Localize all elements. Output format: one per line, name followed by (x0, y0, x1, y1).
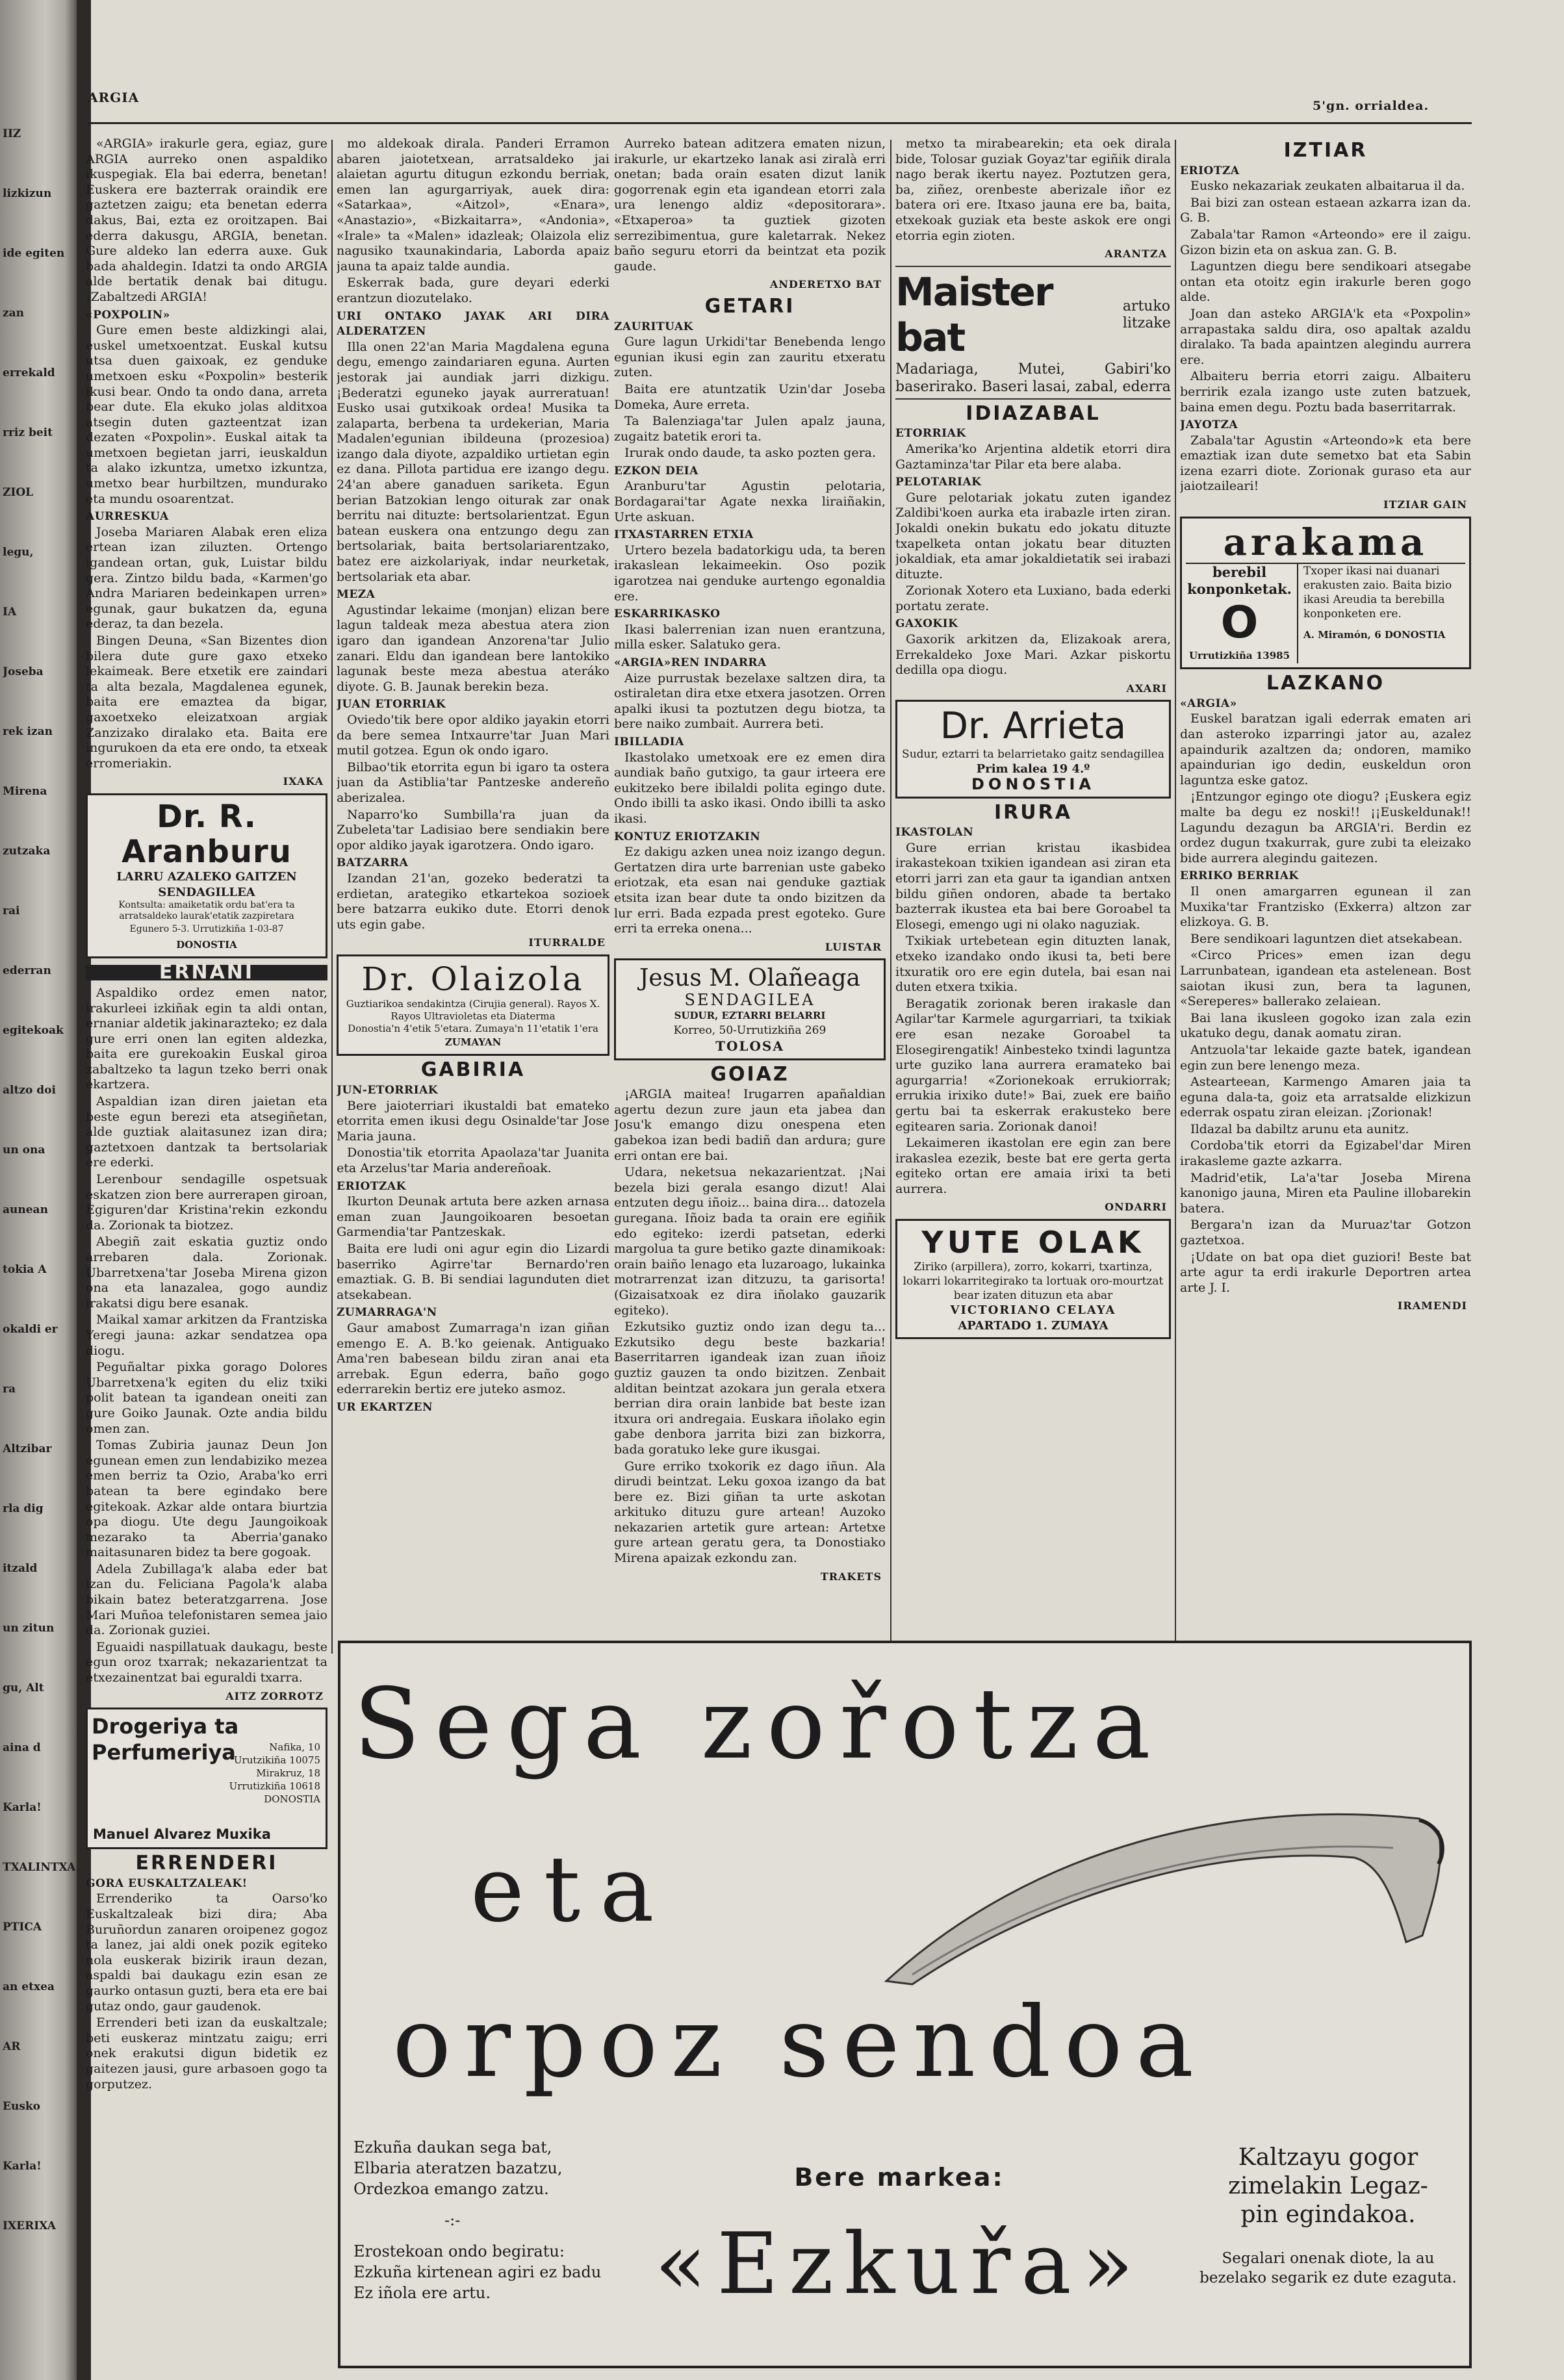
left-strip-fragment: IIZ (3, 127, 21, 140)
article-text: Lerenbour sendagille ospetsuak eskatzen zion bere aurrerapen giroan, Egiguren'dar Kristina'rekin ezkondu da. Zorionak ta biotzez. (86, 1172, 327, 1233)
article-text: Ezkutsiko guztiz ondo izan degu ta... Ezkutsiko degu beste bazkaria! Baserritarren igandeak izan zuan iñoiz guztiz gauzen ta ondo bizitzen. Zenbait alditan beintzat azokara jun gerala etxera berrian dira orain lanbide bat beste izan itxura ori andregaia. Euskara iñolako egin gabe denbora jarrita bizi zan bizkorra, bada goratuko leke gure ikusgai. (614, 1320, 886, 1457)
article-text: Gure erriko txokorik ez dago iñun. Ala dirudi beintzat. Leku goxoa izango da bat bere ez. Bizi giñan ta urte askotan arkituko dituzu gure artean! Auzoko nekazarien artetik gure artean: Artetxe gure artean geratu gera, ta Donostiako Mirena apaizak ezkondu zan. (614, 1459, 886, 1566)
article-text: Gaxorik arkitzen da, Elizakoak arera, Errekaldeko Joxe Mari. Azkar piskortu dedilla opa diogu. (895, 632, 1171, 678)
ad-right-line: Segalari onenak diote, la au bezelako segarik ez dute ezaguta. (1199, 2250, 1457, 2286)
byline: TRAKETS (820, 1570, 882, 1583)
left-strip-fragment: rai (3, 904, 20, 917)
ad-line: Txoper ikasi nai duanari erakusten zaio. Baita bizio ikasi Areudia ta berebilla konponketen ere. (1303, 564, 1452, 621)
ad-left-separator: -:- (444, 2211, 461, 2229)
subheading: BATZARRA (337, 856, 409, 870)
article-text: Urtero bezela badatorkigu uda, ta beren irakaslean lekaimeekin. Oso pozik igarotzea nai genduke aurtengo egonaldia ere. (614, 543, 886, 604)
article-text: Aize purrustak bezelaxe saltzen dira, ta ostiraletan dira etxe etxera jasotzen. Orren apalki ikusi ta poztutzen degu biotza, ta bere naiko zumbait. Aurrera beti. (614, 671, 886, 732)
ad-drogeriya (86, 1708, 327, 1849)
article-text: Joseba Mariaren Alabak eren eliza ertean izan ziluzten. Ortengo igandean ortan, guk, Luistar bildu gera. Zintzo bildu bada, «Karmen'go Andra Mariaren bedeinkapen urren» egunak, gaur bukatzen da, eguna ederaz, ta dan bezela. (86, 524, 327, 632)
ad-aranburu (86, 793, 327, 958)
article-text: Donostia'tik etorrita Apaolaza'tar Juanita eta Arzelus'tar Maria andereñoak. (337, 1145, 609, 1176)
article-text: Joan dan asteko ARGIA'k eta «Poxpolin» arrapastaka saldu dira, oso apaltak azaldu diralako. Ta bada apaintzen alegindu aurrera ere. (1180, 306, 1471, 367)
left-strip-fragment: ZIOL (3, 486, 34, 499)
article-text: Albaiteru berria etorri zaigu. Albaiteru berririk ezala izango uste zuten batzuek, baina emen degu. Poztu bada baserritarrak. (1180, 369, 1471, 415)
ad-line: Korreo, 50-Urrutizkiña 269 (673, 1024, 827, 1038)
article-text: Ikastolako umetxoak ere ez emen dira aundiak baño gutxigo, ta gaur irteera ere eukitzeko bere ibilaldi polita egingo dute. Ondo ibilli ta asko ikasi. Ondo ibilli ta asko ikasi. (614, 750, 886, 826)
article-text: Udara, neketsua nekazarientzat. ¡Nai bezela bizi gerala esango dizut! Alai entzuten degu iñoiz... baina dira... datozela guregana. Iñoiz bada ta orain ere egiñik edo egiteko: izerdi patsetan, ederki margolua ta gure betiko gazte dinamikoak: orain baiño lenago eta luzaroago, lukainka motrarrenzat izan ditzuzu, ta garisorta! (Gizaisatxoak ez dira iñolako gauzarik egiteko). (614, 1165, 886, 1318)
column-1 (86, 136, 327, 2372)
ad-title: Dr. Arrieta (940, 705, 1127, 748)
subheading: GAXOKIK (895, 617, 958, 631)
article-text: Izandan 21'an, gozeko bederatzi ta erdietan, arategiko etkartekoa sozioek bere batzarra eukiko dute. Etorri denok uts egin gabe. (337, 871, 609, 932)
ad-left-line: Ez iñola ere artu. (353, 2284, 491, 2302)
subheading: UR EKARTZEN (337, 1400, 433, 1414)
subheading: ERIOTZAK (337, 1179, 406, 1193)
subheading: JUAN ETORRIAK (337, 698, 446, 711)
ad-line: Egunero 5-3. Urrutizkiña 1-03-87 (129, 924, 284, 935)
ad-line: Guztiarikoa sendakintza (Cirujia general). Rayos X. Rayos Ultravioletas eta Diaterma (346, 997, 600, 1022)
column-5 (1180, 136, 1471, 1644)
byline: IRAMENDI (1397, 1299, 1467, 1312)
ad-title: Dr. Olaizola (361, 960, 585, 998)
ad-left-line: Ezkuña daukan sega bat, (353, 2138, 552, 2156)
ad-phone: Urrutizkiña 13985 (1188, 649, 1290, 661)
subheading: ZUMARRAGA'N (337, 1306, 437, 1320)
article-text: ¡ARGIA maitea! Irugarren apañaldian agertu dezun zure jaun eta jabea dan Josu'k emango dizu onespena eten gabekoa izan bedi badiñ dan ardura; gure erri ontan ere bai. (614, 1087, 886, 1163)
article-text: Aspaldiko ordez emen nator, irakurleei izkiñak egin ta aldi ontan, ernaniar aldetik jakinarazteko; ez dala gure erri onen lan egiten aldezka, baita ere gurekoakin Euskal giroa zabaltzeko ta lagun tzeko berri onak ekartzera. (86, 985, 327, 1092)
ad-line: DONOSTIA (971, 775, 1095, 794)
article-text: Laguntzen diegu bere sendikoari atsegabe ontan eta otoitz egin irakurle beren gogo alde. (1180, 259, 1471, 305)
article-text: Bergara'n izan da Muruaz'tar Gotzon gaztetxoa. (1180, 1218, 1471, 1248)
ad-headline-3: orpoz sendoa (392, 1988, 1207, 2099)
subheading: MEZA (337, 588, 376, 602)
article-text: «ARGIA» irakurle gera, egiaz, gure ARGIA aurreko onen aspaldiko ikuspegiak. Ela bai ederra, benetan! Euskera ere bazterrak oraindik ere gaztetzen zaigu; eta benetan ederra dakus, Bai, ezta ez oroitzapen. Bai ederra dakusgu, ARGIA, benetan. Gure aldeko lan ederra auxe. Guk bada ahaldegin. Idatzi ta ondo ARGIA alde bertatik denak bai ditugu. ¡Zabaltzedi ARGIA! (86, 136, 327, 304)
ad-line: VICTORIANO CELAYA (950, 1303, 1116, 1318)
subheading: URI ONTAKO JAYAK ARI DIRA ALDERATZEN (337, 309, 609, 339)
section-title-ernani: ERNANI (86, 965, 327, 980)
column-divider (331, 140, 333, 1654)
scythe-blade-icon (873, 1786, 1458, 2001)
subheading: IKASTOLAN (895, 826, 974, 839)
article-text: Eguaidi naspillatuak daukagu, beste egun oroz txarrak; nekazarientzat ta etxezainentzat bai eguraldi txarra. (86, 1639, 327, 1685)
page-number: 5'gn. orrialdea. (1313, 99, 1429, 113)
article-text: Irurak ondo daude, ta asko pozten gera. (624, 446, 877, 461)
scythe-advertisement (338, 1641, 1472, 2368)
ad-line: ZUMAYAN (444, 1036, 502, 1048)
subheading: ITXASTARREN ETXIA (614, 528, 754, 542)
ad-right-text (1192, 2143, 1465, 2351)
article-text: Madrid'etik, La'a'tar Joseba Mirena kanonigo jauna, Miren eta Pauline illobarekin batera. (1180, 1170, 1471, 1216)
article-text: Amerika'ko Arjentina aldetik etorri dira Gaztaminza'tar Pilar eta bere alaba. (895, 441, 1171, 472)
article-text: Eusko nekazariak zeukaten albaitarua il da. (1190, 179, 1465, 194)
ad-right-line: Kaltzayu gogor (1238, 2144, 1418, 2171)
header-rule (88, 122, 1472, 124)
article-text: Cordoba'tik etorri da Egizabel'dar Miren irakasleme gazte azkarra. (1180, 1138, 1471, 1169)
left-strip-fragment: zan (3, 307, 25, 320)
left-strip-fragment: Joseba (3, 665, 44, 678)
article-text: Bilbao'tik etorrita egun bi igaro ta ostera juan da Astiblia'tar Pantzeske andereño aberizalea. (337, 760, 609, 805)
article-text: Lekaimeren ikastolan ere egin zan bere irakaslea ezezik, beste bat ere gerta gerta egiteko ortan ere amaia irixi ta beti aurrera. (895, 1136, 1171, 1196)
article-text: Ikasi balerrenian izan nuen erantzuna, milla esker. Salatuko gera. (614, 622, 886, 652)
article-text: Txikiak urtebetean egin dituzten lanak, etxeko izandako ondo ikusi ta, beti bere itxuratik oro ere egin dutela, bai esan nai duten etxera txikia. (895, 934, 1171, 995)
ad-line: Ziriko (arpillera), zorro, kokarri, txartinza, lokarri lokarritegirako ta lortuak oro-mourtzat bear izaten dituzun eta abar (903, 1260, 1164, 1303)
left-strip-fragment: rek izan (3, 725, 53, 738)
ad-right-line: zimelakin Legaz- (1228, 2173, 1428, 2199)
section-title-irura: IRURA (994, 800, 1072, 824)
ad-line: SENDAGILLEA (158, 885, 255, 899)
article-text: Beragatik zorionak beren irakasle dan Agilar'tar Karmele agurgarriari, ta txikiak ere esan nezake Goroabel ta Elosegirengatik! Ainbesteko txindi laguntza urte guziko lana aurrera eramateko bai agurgarria! «Zorionekoak errukiorrak; errukia irixiko dute!» Bai, zuek ere baiño gertu bai ta eskerrak erakusteko bere egitearen saria. Zorionak danoi! (895, 996, 1171, 1134)
article-text: Bingen Deuna, «San Bizentes dion bilera dute gure gaxo etxeko lekaimeak. Bere etxetik ere zaindari ta alta bezala, Magdalenea egunek, baita ere emaztea da bigar, gaxoetxeko eleizatxoan argiak Zanzizako diralako eta. Baita ere ingurukoen da eta ere ondo, ta etxeak erromeriakin. (86, 633, 327, 771)
ad-left-line: Elbaria ateratzen bazatzu, (353, 2159, 563, 2177)
left-strip-fragment: PTICA (3, 1921, 42, 1934)
article-text: Aurreko batean aditzera ematen nizun, irakurle, ur ekartzeko lanak asi ziralà erri onetan; bada orain esaten dizut lanik gogorrenak egin eta igandean etorri zala ura lenengo aldiz «depositorara». «Etxaperoa» ta guztiek gizoten serrezibimentua, gure kaletarrak. Nekez baño seguru etorri da beintzat eta pozik gaude. (614, 136, 886, 274)
left-strip-fragment: ra (3, 1383, 16, 1396)
ad-yute-olak (895, 1219, 1171, 1339)
left-strip-fragment: okaldi er (3, 1323, 58, 1336)
article-text: Gure pelotariak jokatu zuten igandez Zaldibi'koen aurka eta irabazle irten ziran. Jokaldi onekin bukatu edo jokatu dituzte txapelketa ontan jokatu bear dituzten jokaldiak, eta amar jokaldietatik sei irabazi dituzte. (895, 490, 1171, 582)
article-text: Baita ere atuntzatik Uzin'dar Joseba Domeka, Aure erreta. (614, 381, 886, 412)
article-text: Ta Balenziaga'tar Julen apalz jauna, zugaitz batetik erori ta. (614, 414, 886, 444)
ad-right-line: pin egindakoa. (1240, 2201, 1416, 2228)
ad-line: DONOSTIA (176, 938, 237, 951)
article-text: Gaur amabost Zumarraga'n izan giñan emengo E. A. B.'ko geienak. Antiguako Ama'ren babesean bildu ziran anai eta arrebak. Egun ederra, baño gogo ederrarekin bertiz ere juteko asmoz. (337, 1320, 609, 1397)
article-text: Peguñaltar pixka gorago Dolores Ubarretxena'k egiten du eliz txiki polit batean ta igandean oneiti zan gure Goiko Jaunak. Ozte andia bildu omen zan. (86, 1360, 327, 1436)
ad-name: Manuel Alvarez Muxika (93, 1826, 271, 1842)
ad-title: YUTE OLAK (921, 1225, 1145, 1260)
byline: ITURRALDE (528, 936, 606, 949)
ad-arakama (1180, 517, 1471, 670)
article-text: Agustindar lekaime (monjan) elizan bere lagun taldeak meza abestua atera zion igaro dan igandean Anzorena'tar Julio zanari. Eldu dan igandean bere lantokiko lagunak beste meza abestua ateráko diyote. G. B. Jaunak berekin beza. (337, 602, 609, 694)
left-strip-fragment: rla dig (3, 1502, 44, 1515)
ad-line: SENDAGILEA (684, 991, 815, 1010)
section-title-idiazabal: IDIAZABAL (966, 402, 1101, 425)
ad-line: Donostia'n 4'etik 5'etara. Zumaya'n 11'etatik 1'era (348, 1022, 598, 1034)
ad-title: Dr. R. Aranburu (122, 798, 292, 870)
left-strip-fragment: aunean (3, 1203, 48, 1216)
ad-address: A. Miramón, 6 DONOSTIA (1303, 628, 1446, 641)
article-text: Abegiñ zait eskatia guztiz ondo arrebaren dala. Zorionak. Ubarretxena'tar Joseba Mirena gizon ona eta lanazalea, gogo aundiz irakatsi digu bere esanak. (86, 1235, 327, 1311)
article-text: Il onen amargarren egunean il zan Muxika'tar Frantzisko (Exkerra) altzon zar elizkoya. G. B. (1180, 884, 1471, 930)
ad-subtext: Madariaga, Mutei, Gabiri'ko baserirako. Baseri lasai, zabal, ederra (895, 361, 1171, 395)
left-strip-fragment: TXALINTXA (3, 1861, 75, 1874)
article-text: Errenderiko ta Oarso'ko Euskaltzaleak bizi dira; Aba Buruñordun zanaren oroipenez gogoz ta lanez, jai aldi onek pozik egiteko nola euskerak bizirik iraun dezan, aspaldi bai daukagu ezin esan ze gaurko ontasun guzti, bera eta ere bai gutaz ondo, gaur gaudenok. (86, 1891, 327, 2014)
article-text: Zabala'tar Ramon «Arteondo» ere il zaigu. Gizon bizin eta on askua zan. G. B. (1180, 227, 1471, 257)
byline: IXAKA (283, 775, 324, 788)
article-text: ¡Udate on bat opa diet guziori! Beste bat arte agur ta erdi irakurle Deportren artea arte J. I. (1180, 1249, 1471, 1295)
byline: LUISTAR (825, 940, 882, 953)
left-strip-fragment: Karla! (3, 2160, 42, 2173)
section-title-iztiar: IZTIAR (1283, 139, 1368, 162)
article-text: ¡Entzungor egingo ote diogu? ¡Euskera egiz malte ba degu ez noski!! ¡¡Euskeldunak!! Lagundu dezagun ba ARGIA'ri. Berdin ez ordez dugun txakurrak, gure zubi ta eleizako bide aurrera alegindu gaitezen. (1180, 789, 1471, 865)
article-text: Ikurton Deunak artuta bere azken arnasa eman zuan Jaungoikoaren besoetan Garmendia'tar Pantzeskak. (337, 1194, 609, 1240)
ad-line: APARTADO 1. ZUMAYA (958, 1318, 1109, 1333)
ad-title: Jesus M. Olañeaga (639, 965, 860, 992)
byline: ARANTZA (1105, 248, 1167, 261)
column-4 (895, 136, 1171, 1644)
article-text: Oviedo'tik bere opor aldiko jayakin etorri da bere semea Intxaurre'tar Juan Mari mutil gotzea. Egun ok ondo igaro. (337, 712, 609, 758)
ad-line: Kontsulta: amaiketatik ordu bat'era ta arratsaldeko laurak'etatik zazpiretara (118, 900, 295, 922)
column-divider (1175, 140, 1176, 1641)
subheading: JUN-ETORRIAK (337, 1084, 439, 1097)
left-strip-fragment: AR (3, 2040, 21, 2053)
ad-left-line: Ezkuña kirtenean agiri ez badu (353, 2263, 602, 2281)
left-strip-fragment: Karla! (3, 1801, 42, 1814)
subheading: «ARGIA»REN INDARRA (614, 656, 767, 669)
paper-name: ARGIA (88, 90, 140, 105)
ad-maister (895, 266, 1171, 400)
ad-left-line: Erostekoan ondo begiratu: (353, 2242, 565, 2260)
article-text: Illa onen 22'an Maria Magdalena eguna degu, emengo zaindariaren eguna. Aurten jestorak jai aundiak jarri dizkigu. ¡Bederatzi eguneko jayak aurreratuan! Eusko usai gutxikoak ordea! Musika ta zalaparta, berbena ta urdekerian, Maria Madalen'egunian ibildeuna (prozesioa) izango dala diyote, azpaldiko urtietan egin ez dana. Pillota partidua ere izango degu. 24'an abere ganaduen sariketa. Egun berian Batzokian lengo oiturak zar onak berritu nai dituzte: bertsolarientzat. Egun batean euskera ona entzungo degu zan bertsolariak, baita bertsolariarentzako, batez ere aizkolariyak, indar neurketak, bertsolariak eta abar. (337, 339, 609, 584)
left-strip-fragment: egitekoak (3, 1024, 64, 1037)
ad-headline-1: Sega zořotza (353, 1669, 1165, 1781)
subheading: KONTUZ ERIOTZAKIN (614, 830, 761, 843)
article-text: Antzuola'tar lekaide gazte batek, igandean egin zun bere lenengo meza. (1180, 1042, 1471, 1073)
article-text: Tomas Zubiria jaunaz Deun Jon egunean emen zun lendabiziko mezea emen berriz ta Ozio, Araba'ko erri batean ta bere egindako bere egitekoak. Azkar alde ontara biurtzia opa diogu. Ute degu Jaungoikoak mezarako ta Aberria'ganako maitasunaren bidez ta bere gogoak. (86, 1438, 327, 1560)
subheading: JAYOTZA (1180, 418, 1238, 432)
ad-olaneaga (614, 958, 886, 1060)
column-3 (614, 136, 886, 1644)
article-text: Zabala'tar Agustin «Arteondo»k eta bere emaztiak izan dute semetxo bat eta Sabin izena ezarri diote. Zorionak guraso eta aur jaiotzaileari! (1180, 433, 1471, 494)
ad-line: berebil konponketak. (1187, 563, 1292, 597)
left-strip-fragment: IA (3, 606, 17, 619)
article-text: Bai lana ikusleen gogoko izan zala ezin ukatuko degu, danak aomatu ziran. (1180, 1010, 1471, 1041)
subheading: IBILLADIA (614, 735, 684, 749)
article-text: Gure emen beste aldizkingi alai, euskel umetxoentzat. Euskal kutsu utsa duen gaixoak, ez genduke umetxoen esku «Poxpolin» besterik ikusi bear. Ondo ta ondo dana, arreta bear dute. Ela ekuko jolas alditxoa atsegin duten gazteentzat izan dezaten «Poxpolin». Euskal aitak ta umetxoen begietan jarri, ieuskaldun ta alako izkuntza, umetxo izkuntza, umetxo bear hurbiltzen, mundurako eta mundu osoarentzat. (86, 323, 327, 506)
article-text: Euskel baratzan igali ederrak ematen ari dan asteroko izparringi jator au, azalez apaindurik azaltzen da; ondoren, mamiko apaindurian igo dedin, euskeldun oron laguntza eske gatoz. (1180, 711, 1471, 787)
left-strip-fragment: lizkizun (3, 187, 52, 200)
left-strip-fragment: aina d (3, 1741, 41, 1754)
section-title-errenderi: ERRENDERI (135, 1852, 278, 1875)
subheading: ERIOTZA (1180, 164, 1240, 177)
article-text: Eskerrak bada, gure deyari ederki erantzun diozutelako. (337, 275, 609, 305)
left-strip-fragment: gu, Alt (3, 1682, 44, 1695)
article-text: Ez dakigu azken unea noiz izango degun. Gertatzen dira urte barrenian uste gabeko eriotzak, eta esan nai genduke gaztiak etsita izan bear dute ta ondo bizitzen da lur erri. Bada ezpada prest egoteko. Gure erri ta erreka onena... (614, 845, 886, 936)
ad-mark-label: Bere markea: (794, 2163, 1005, 2192)
article-text: Aranburu'tar Agustin pelotaria, Bordagarai'tar Agate nexka liraiñakin, Urte askuan. (614, 479, 886, 524)
left-strip-fragment: rriz beit (3, 426, 53, 439)
ad-line: Sudur, eztarri ta belarrietako gaitz sendagillea (902, 748, 1164, 761)
article-text: Gure errian kristau ikasbidea irakastekoan txikien igandean asi ziran eta etorri jarri zan eta gaur ta igandian antxen bildu giñen ondoren, abade ta bertako bazterrak ikustea eta bai bere Goroabel ta Elosegi, emengo ugi ni olako naguziak. (895, 840, 1171, 932)
left-strip-fragment: ide egiten (3, 247, 65, 260)
subheading: «POXPOLIN» (86, 308, 170, 322)
section-title-lazkano: LAZKANO (1266, 672, 1385, 695)
left-strip-fragment: un ona (3, 1144, 45, 1157)
article-text: mo aldekoak dirala. Panderi Erramon abaren jaiotetxean, arratsaldeko jai alaietan agurtu ditugun ezkondu berriak, emen lan agurgarriyak, auek dira: «Satarkaa», «Aitzol», «Enara», «Anastazio», «Bizkaitarra», «Andonia», «Irale» ta «Malen» idazleak; Olaizola eliz nagusiko txaunakindaria, Laborda apaiz jauna ta apaiz talde aundia. (337, 136, 609, 274)
left-strip-text (3, 127, 75, 2233)
byline: AXARI (1126, 682, 1167, 695)
section-title-gabiria: GABIRIA (420, 1058, 526, 1082)
article-text: Maikal xamar arkitzen da Frantziska Yeregi jauna: azkar sendatzea opa diogu. (86, 1312, 327, 1358)
ad-line: SUDUR, EZTARRI BELARRI (674, 1009, 826, 1021)
left-strip-fragment: ederran (3, 964, 51, 977)
section-title-getari: GETARI (704, 294, 795, 318)
subheading: PELOTARIAK (895, 476, 982, 489)
ad-line: TOLOSA (715, 1038, 784, 1055)
subheading: GORA EUSKALTZALEAK! (86, 1876, 248, 1890)
left-strip-fragment: legu, (3, 546, 34, 559)
left-strip-fragment: Altzibar (3, 1442, 52, 1455)
article-text: metxo ta mirabearekin; eta oek dirala bide, Tolosar guziak Goyaz'tar egiñik dirala nago berak ikertu nayez. Poztutzen gera, ba, ziñez, orenbeste aberizale iñor ez batera ori ere. Itxaso jauna ere ba, baita, etxekoak guziak eta beste askok ere ongi etorria egin zioten. (895, 136, 1171, 243)
byline: ANDERETXO BAT (769, 278, 882, 291)
article-text: «Circo Prices» emen izan degu Larrunbatean, igandean eta astelenean. Bost saiotan ikusi zun, bera ta lagunen, «Sereperes» ballerako zelaiean. (1180, 948, 1471, 1009)
article-text: Aspaldian izan diren jaietan eta beste egun berezi eta atsegiñetan, alde guztiak alaitasunez izan dira; gaztetxoen dantzak ta bertsolariak ere ederki. (86, 1094, 327, 1170)
subheading: EZKON DEIA (614, 464, 699, 478)
ad-arrieta (895, 700, 1171, 798)
ad-title: arakama (1186, 522, 1465, 564)
article-text: Naparro'ko Sumbilla'ra juan da Zubeleta'tar Ladisiao bere sendiakin bere opor aldiko jayak igarotzera. Ondo igaro. (337, 807, 609, 852)
article-text: Adela Zubillaga'k alaba eder bat izan du. Feliciana Pagola'k alaba bikain batez beteratzgarrena. Jose Mari Muñoa telefonistaren semea jaio da. Zorionak guziei. (86, 1561, 327, 1638)
ad-line: LARRU AZALEKO GAITZEN (116, 869, 297, 884)
ad-title: Maister bat (895, 269, 1053, 361)
left-strip (3, 127, 75, 2375)
article-text: Zorionak Xotero eta Luxiano, bada ederki portatu zerate. (895, 583, 1171, 613)
left-strip-fragment: altzo doi (3, 1084, 56, 1097)
left-strip-fragment: IXERIXA (3, 2220, 56, 2233)
subheading: ETORRIAK (895, 427, 966, 441)
ad-brand-name: «Ezkuřa» (654, 2214, 1144, 2313)
ad-line: Prim kalea 19 4.º (976, 762, 1090, 776)
left-strip-fragment: zutzaka (3, 845, 51, 858)
column-divider (890, 140, 891, 1641)
subheading: ESKARRIKASKO (614, 608, 721, 621)
column-2 (337, 136, 609, 1650)
ad-address: Nafika, 10 Urutzikiña 10075 Mirakruz, 18 Urrutizkiña 10618 DONOSTIA (229, 1741, 320, 1806)
ad-title: Drogeriya ta (92, 1714, 239, 1739)
left-strip-fragment: Mirena (3, 785, 47, 798)
ad-title: Perfumeriya (92, 1740, 236, 1765)
article-text: Gure lagun Urkidi'tar Benebenda lengo egunian ikusi egin zan zauritu etxeratu zuten. (614, 335, 886, 380)
article-text: Bai bizi zan ostean estaean azkarra izan da. G. B. (1180, 195, 1471, 225)
byline: ITZIAR GAIN (1383, 498, 1467, 511)
left-strip-fragment: itzald (3, 1562, 38, 1575)
left-strip-fragment: an etxea (3, 1980, 55, 1993)
left-strip-fragment: tokia A (3, 1263, 47, 1276)
byline: AITZ ZORROTZ (225, 1689, 324, 1702)
left-strip-fragment: errekald (3, 366, 55, 379)
left-strip-fragment: un zitun (3, 1622, 55, 1635)
subheading: «ARGIA» (1180, 697, 1237, 710)
subheading: ERRIKO BERRIAK (1180, 869, 1299, 883)
ad-olaizola (337, 954, 609, 1056)
article-text: Errenderi beti izan da euskaltzale; beti euskeraz mintzatu zaigu; erri onek erakutsi digun bidetik ez gaitezen jausi, gure arbasoen gogo ta gorputzez. (86, 2015, 327, 2092)
ad-left-line: Ordezkoa emango zatzu. (353, 2180, 549, 2198)
left-strip-fragment: Eusko (3, 2100, 41, 2113)
ad-letter: O (1220, 596, 1259, 648)
subheading: AURRESKUA (86, 510, 169, 524)
ad-headline-2: eta (470, 1838, 674, 1943)
subheading: ZAURITUAK (614, 320, 693, 333)
article-text: Baita ere ludi oni agur egin dio Lizardi baserriko Agirre'tar Bernardo'ren emaztiak. G. B. Bi sendiai lagunduten diet atsekabean. (337, 1242, 609, 1302)
article-text: Bere jaioterriari ikustaldi bat emateko etorrita emen ikusi degu Osinalde'tar Jose Maria jauna. (337, 1098, 609, 1144)
ad-side-text: artuko litzake (1122, 298, 1171, 331)
article-text: Bere sendikoari laguntzen diet atsekabean. (1190, 931, 1463, 946)
article-text: Ildazal ba dabiltz arunu eta aunitz. (1190, 1121, 1409, 1136)
byline: ONDARRI (1105, 1201, 1167, 1214)
article-text: Astearteean, Karmengo Amaren jaia ta eguna dala-ta, goiz eta arratsalde elizkizun ederrak ospatu ziran eleizan. ¡Zorionak! (1180, 1075, 1471, 1120)
section-title-goiaz: GOIAZ (710, 1062, 789, 1086)
